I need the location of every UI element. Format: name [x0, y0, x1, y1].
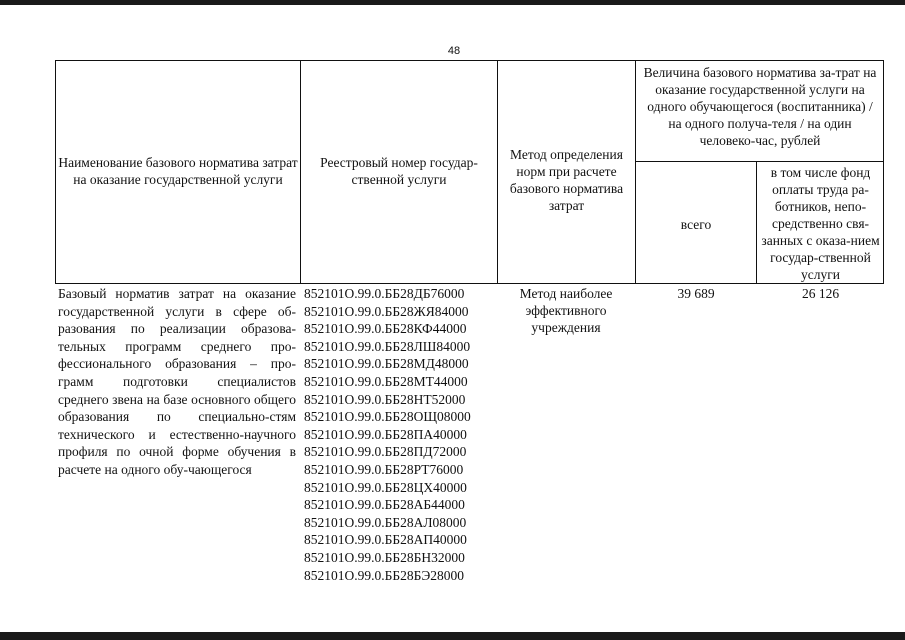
page-number: 48 [447, 45, 461, 57]
registry-code: 852101О.99.0.ББ28НТ52000 [304, 391, 466, 407]
row-total: 39 689 [677, 286, 715, 301]
registry-code: 852101О.99.0.ББ28МД48000 [304, 356, 469, 372]
registry-code: 852101О.99.0.ББ28МТ44000 [304, 373, 468, 389]
header-border-col2 [300, 60, 301, 284]
header-border-col3 [497, 60, 498, 284]
registry-code: 852101О.99.0.ББ28ПД72000 [304, 444, 467, 460]
registry-code: 852101О.99.0.ББ28КФ44000 [304, 321, 467, 337]
header-border-left [55, 60, 56, 284]
row-registry-codes [304, 285, 496, 584]
registry-code: 852101О.99.0.ББ28АП40000 [304, 532, 467, 548]
registry-code: 852101О.99.0.ББ28АЛ08000 [304, 514, 467, 530]
registry-code: 852101О.99.0.ББ28ЦХ40000 [304, 479, 467, 495]
header-name: Наименование базового норматива затрат на оказание государственной услуги [58, 155, 298, 187]
registry-code: 852101О.99.0.ББ28БЭ28000 [304, 567, 465, 583]
registry-code: 852101О.99.0.ББ28ПА40000 [304, 426, 467, 442]
row-labor-fund: 26 126 [801, 286, 840, 301]
registry-code: 852101О.99.0.ББ28ЖЯ84000 [304, 303, 469, 319]
header-border-subcol [756, 161, 757, 284]
registry-code: 852101О.99.0.ББ28ДБ76000 [304, 286, 465, 301]
header-labor-fund: в том числе фонд оплаты труда ра-ботников, непо-средственно свя-занных с оказа-нием государ-ственной услуги [761, 165, 880, 282]
header-border-col4 [635, 60, 636, 284]
row-method: Метод наиболее эффективного учреждения [519, 286, 613, 335]
row-name: Базовый норматив затрат на оказание государственной услуги в сфере об-разования по реализации образова-тельных программ среднего про-фессионального образования – про-грамм подготовки специалистов среднего звена на базе основного общего образования по специально-стям технического и естественно-научного профиля по очной форме обучения в расчете на одного обу-чающегося [58, 286, 296, 477]
header-value-group: Величина базового норматива за-трат на оказание государственной услуги на одного обучающегося (воспитанника) / на одного получа-теля / на один человеко-час, рублей [643, 65, 877, 148]
header-registry-number: Реестровый номер государ-ственной услуги [320, 155, 478, 187]
registry-code: 852101О.99.0.ББ28ЛШ84000 [304, 338, 471, 354]
header-total: всего [680, 217, 712, 232]
header-border-bottom [55, 283, 884, 284]
registry-code: 852101О.99.0.ББ28БН32000 [304, 549, 465, 565]
header-border-right [883, 60, 884, 284]
header-border-top [55, 60, 884, 61]
scan-edge-bottom [0, 632, 905, 640]
scan-edge-top [0, 0, 905, 5]
header-border-subrow [635, 161, 884, 162]
registry-code: 852101О.99.0.ББ28ОЩ08000 [304, 409, 471, 425]
registry-code: 852101О.99.0.ББ28РТ76000 [304, 461, 464, 477]
registry-code: 852101О.99.0.ББ28АБ44000 [304, 497, 465, 513]
header-method: Метод определения норм при расчете базового норматива затрат [509, 147, 624, 213]
